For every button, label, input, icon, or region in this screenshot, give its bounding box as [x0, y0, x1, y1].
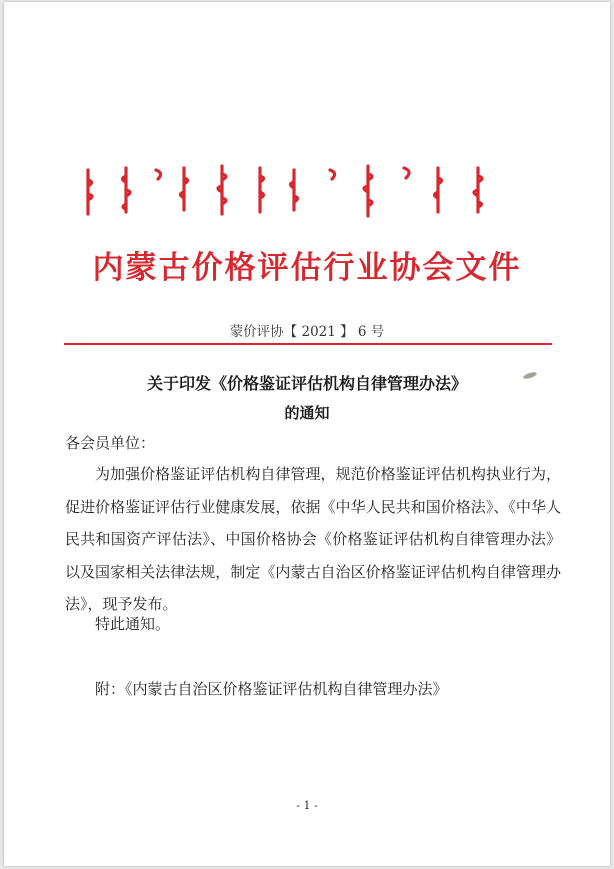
- notice-title: 关于印发《价格鉴证评估机构自律管理办法》: [146, 374, 467, 393]
- attachment-line: 附：《内蒙古自治区价格鉴证评估机构自律管理办法》: [95, 680, 448, 698]
- salutation: 各会员单位：: [65, 434, 156, 452]
- red-divider: [64, 343, 552, 345]
- notice-subtitle: 的通知: [284, 404, 330, 422]
- org-title: 内蒙古价格评估行业协会文件: [92, 250, 522, 286]
- document-page: [4, 2, 610, 866]
- document-number: 蒙价评协【 2021 】 6 号: [229, 324, 385, 340]
- mongolian-script-header: [74, 162, 534, 222]
- closing-line: 特此通知。: [95, 615, 171, 633]
- page-number: - 1 -: [296, 799, 318, 812]
- body-paragraph: 为加强价格鉴证评估机构自律管理，规范价格鉴证评估机构执业行为，促进价格鉴证评估行业健康发展，依据《中华人民共和国价格法》、《中华人民共和国资产评估法》、中国价格协会《价格鉴证评估机构自律管理办法》以及国家相关法律法规，制定《内蒙古自治区价格鉴证评估机构自律管理办法》，现予发布。: [65, 465, 561, 613]
